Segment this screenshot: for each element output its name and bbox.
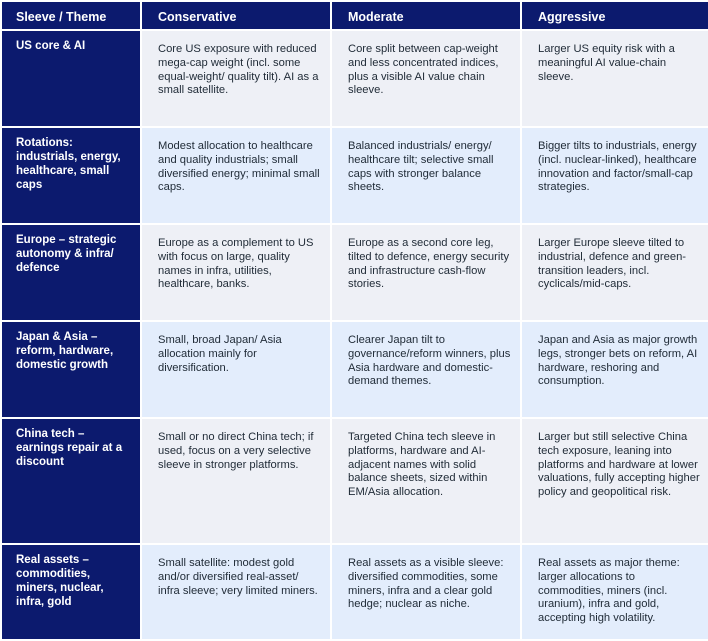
table-row (1, 127, 708, 224)
cell-aggressive: Real assets as major theme: larger allocations to commodities, miners (incl. uranium), infra and gold, accepting high volatility. (521, 544, 708, 640)
header-moderate: Moderate (331, 1, 521, 30)
cell-conservative: Small satellite: modest gold and/or diversified real-asset/ infra sleeve; very limited miners. (141, 544, 331, 640)
cell-moderate: Balanced industrials/ energy/ healthcare tilt; selective small caps with stronger balance sheets. (331, 127, 521, 224)
header-row (1, 1, 708, 30)
cell-moderate: Real assets as a visible sleeve: diversified commodities, some miners, infra and a clear gold hedge; nuclear as niche. (331, 544, 521, 640)
row-theme: Japan & Asia – reform, hardware, domestic growth (1, 321, 141, 418)
cell-conservative: Small, broad Japan/ Asia allocation mainly for diversification. (141, 321, 331, 418)
cell-aggressive: Larger but still selective China tech exposure, leaning into platforms and hardware at lower valuations, fully accepting higher policy and geopolitical risk. (521, 418, 708, 544)
row-theme: Real assets – commodities, miners, nuclear, infra, gold (1, 544, 141, 640)
cell-conservative: Small or no direct China tech; if used, focus on a very selective sleeve in stronger platforms. (141, 418, 331, 544)
cell-conservative: Core US exposure with reduced mega-cap weight (incl. some equal-weight/ quality tilt). AI as a small satellite. (141, 30, 331, 127)
header-aggressive: Aggressive (521, 1, 708, 30)
table-row (1, 418, 708, 544)
header-sleeve-theme: Sleeve / Theme (1, 1, 141, 30)
cell-moderate: Core split between cap-weight and less concentrated indices, plus a visible AI value chain sleeve. (331, 30, 521, 127)
cell-aggressive: Larger Europe sleeve tilted to industrial, defence and green-transition leaders, incl. cyclicals/mid-caps. (521, 224, 708, 321)
cell-conservative: Modest allocation to healthcare and quality industrials; small diversified energy; minimal small caps. (141, 127, 331, 224)
header-conservative: Conservative (141, 1, 331, 30)
cell-aggressive: Bigger tilts to industrials, energy (incl. nuclear-linked), healthcare innovation and factor/small-cap strategies. (521, 127, 708, 224)
cell-aggressive: Japan and Asia as major growth legs, stronger bets on reform, AI hardware, reshoring and consumption. (521, 321, 708, 418)
cell-aggressive: Larger US equity risk with a meaningful AI value-chain sleeve. (521, 30, 708, 127)
row-theme: US core & AI (1, 30, 141, 127)
cell-moderate: Europe as a second core leg, tilted to defence, energy security and infrastructure cash-flow stories. (331, 224, 521, 321)
row-theme: China tech – earnings repair at a discount (1, 418, 141, 544)
row-theme: Rotations: industrials, energy, healthcare, small caps (1, 127, 141, 224)
table-row (1, 321, 708, 418)
cell-conservative: Europe as a complement to US with focus on large, quality names in infra, utilities, healthcare, banks. (141, 224, 331, 321)
row-theme: Europe – strategic autonomy & infra/ defence (1, 224, 141, 321)
table-row (1, 544, 708, 640)
cell-moderate: Targeted China tech sleeve in platforms, hardware and AI-adjacent names with solid balance sheets, sized within EM/Asia allocation. (331, 418, 521, 544)
table-row (1, 224, 708, 321)
cell-moderate: Clearer Japan tilt to governance/reform winners, plus Asia hardware and domestic-demand themes. (331, 321, 521, 418)
table-row (1, 30, 708, 127)
